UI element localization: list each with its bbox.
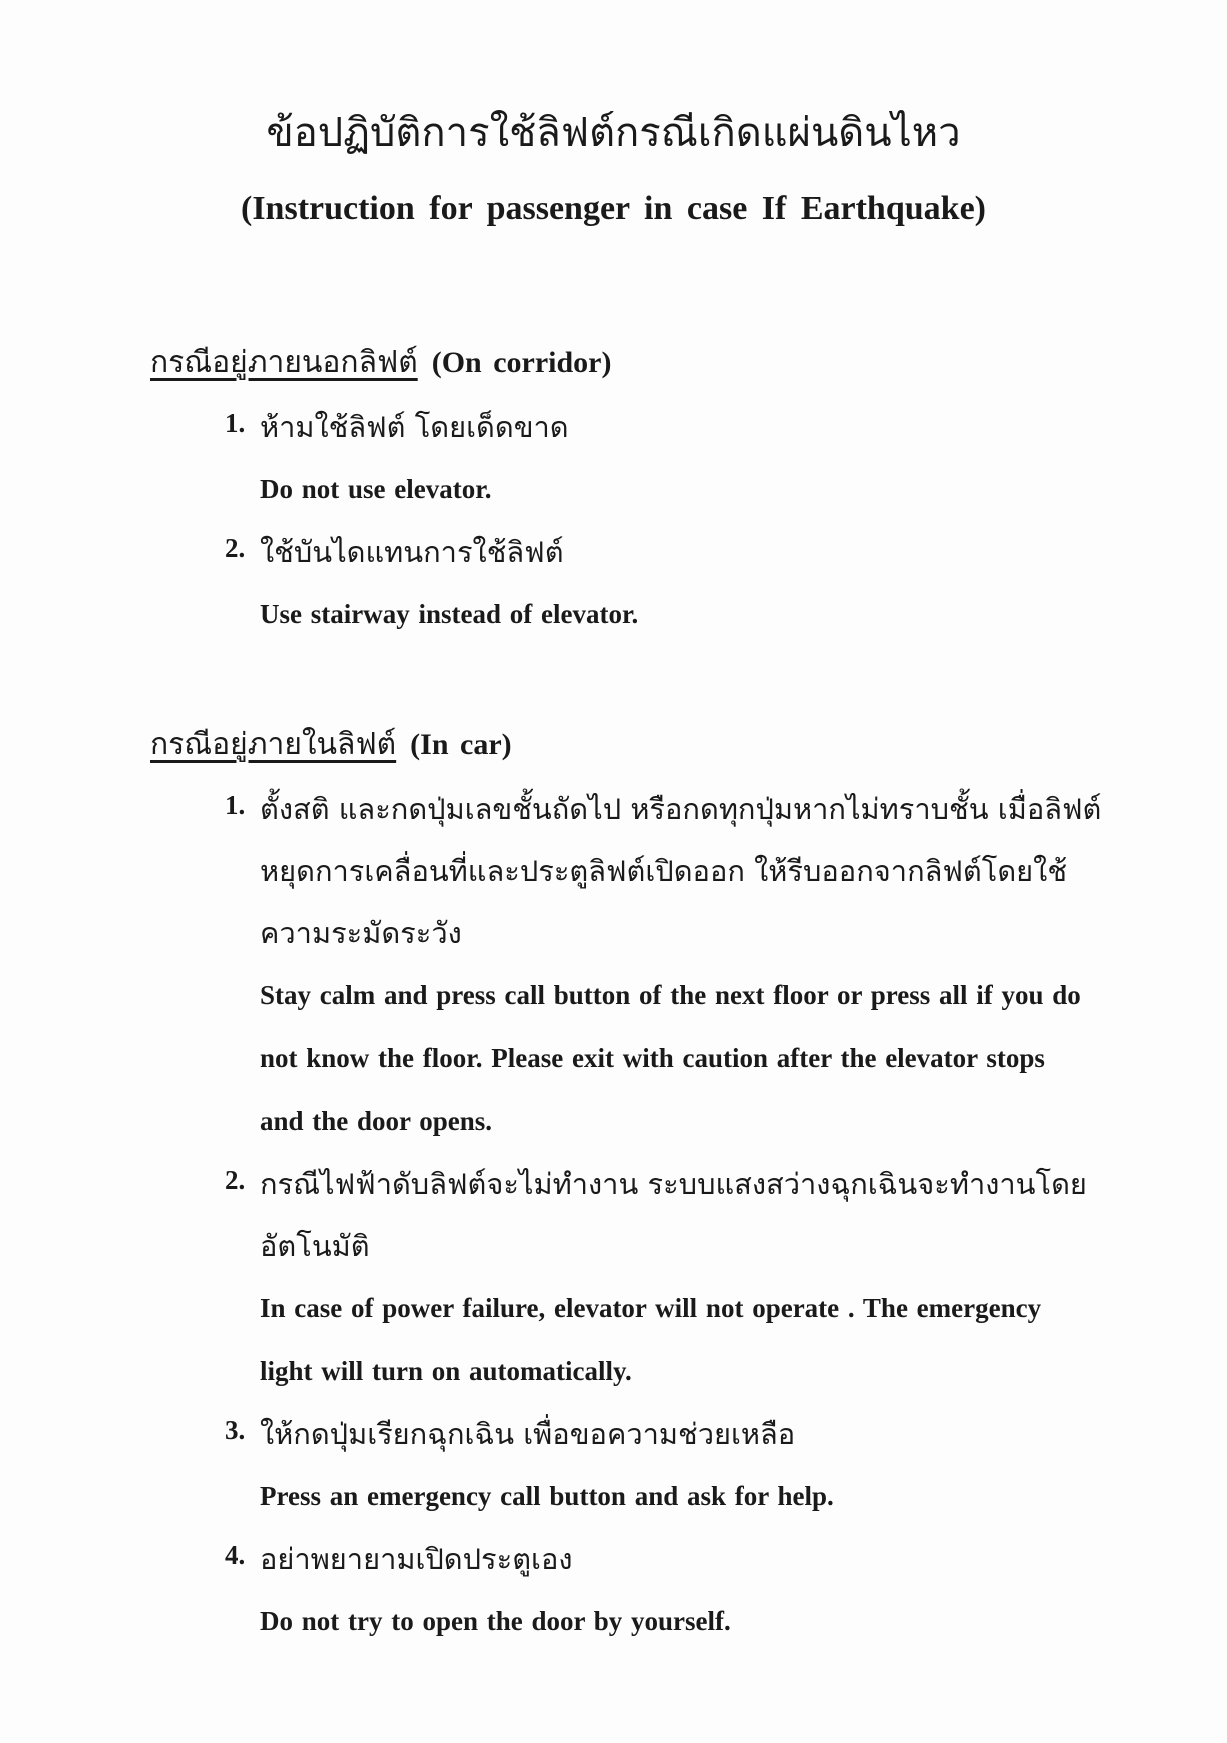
section-heading	[150, 720, 1150, 770]
title-english: (Instruction for passenger in case If Earthquake)	[241, 190, 986, 227]
item-thai-text: ตั้งสติ และกดปุ่มเลขชั้นถัดไป หรือกดทุกปุ่มหากไม่ทราบชั้น เมื่อลิฟต์หยุดการเคลื่อนที่และประตูลิฟต์เปิดออก ให้รีบออกจากลิฟต์โดยใช้ความระมัดระวัง	[260, 792, 1102, 950]
item-english-text: In case of power failure, elevator will not operate . The emergency light will turn on automatically.	[260, 1293, 1042, 1386]
item-thai-text: อย่าพยายามเปิดประตูเอง	[260, 1542, 573, 1576]
item-thai-text: ใช้บันไดแทนการใช้ลิฟต์	[260, 535, 564, 569]
item-number: 4.	[225, 1540, 246, 1570]
section-heading-thai: กรณีอยู่ภายนอกลิฟต์	[150, 345, 418, 380]
section-heading-thai: กรณีอยู่ภายในลิฟต์	[150, 727, 397, 762]
item-english-text: Do not use elevator.	[260, 474, 492, 504]
list-item	[225, 396, 1150, 521]
item-english-text: Use stairway instead of elevator.	[260, 599, 639, 629]
section-heading	[150, 338, 1150, 388]
list-item	[225, 1153, 1150, 1403]
item-english-text: Stay calm and press call button of the next floor or press all if you do not know the floor. Please exit with caution after the elevator stops and the door opens.	[260, 980, 1081, 1136]
section-heading-english: (In car)	[410, 728, 512, 761]
title-thai: ข้อปฏิบัติการใช้ลิฟต์กรณีเกิดแผ่นดินไหว	[266, 110, 961, 156]
section-on-corridor	[150, 338, 1150, 646]
item-thai-text: ห้ามใช้ลิฟต์ โดยเด็ดขาด	[260, 410, 569, 444]
item-number: 2.	[225, 533, 246, 563]
section-in-car	[150, 720, 1150, 1653]
section-heading-english: (On corridor)	[431, 346, 612, 379]
item-english-text: Do not try to open the door by yourself.	[260, 1606, 731, 1636]
list-item	[225, 778, 1150, 1153]
item-number: 1.	[225, 790, 246, 820]
item-number: 3.	[225, 1415, 246, 1445]
item-number: 1.	[225, 408, 246, 438]
item-number: 2.	[225, 1165, 246, 1195]
item-english-text: Press an emergency call button and ask for help.	[260, 1481, 834, 1511]
list-item	[225, 1528, 1150, 1653]
list-item	[225, 1403, 1150, 1528]
item-thai-text: กรณีไฟฟ้าดับลิฟต์จะไม่ทำงาน ระบบแสงสว่างฉุกเฉินจะทำงานโดยอัตโนมัติ	[260, 1167, 1087, 1263]
list-item	[225, 521, 1150, 646]
item-thai-text: ให้กดปุ่มเรียกฉุกเฉิน เพื่อขอความช่วยเหลือ	[260, 1417, 796, 1451]
